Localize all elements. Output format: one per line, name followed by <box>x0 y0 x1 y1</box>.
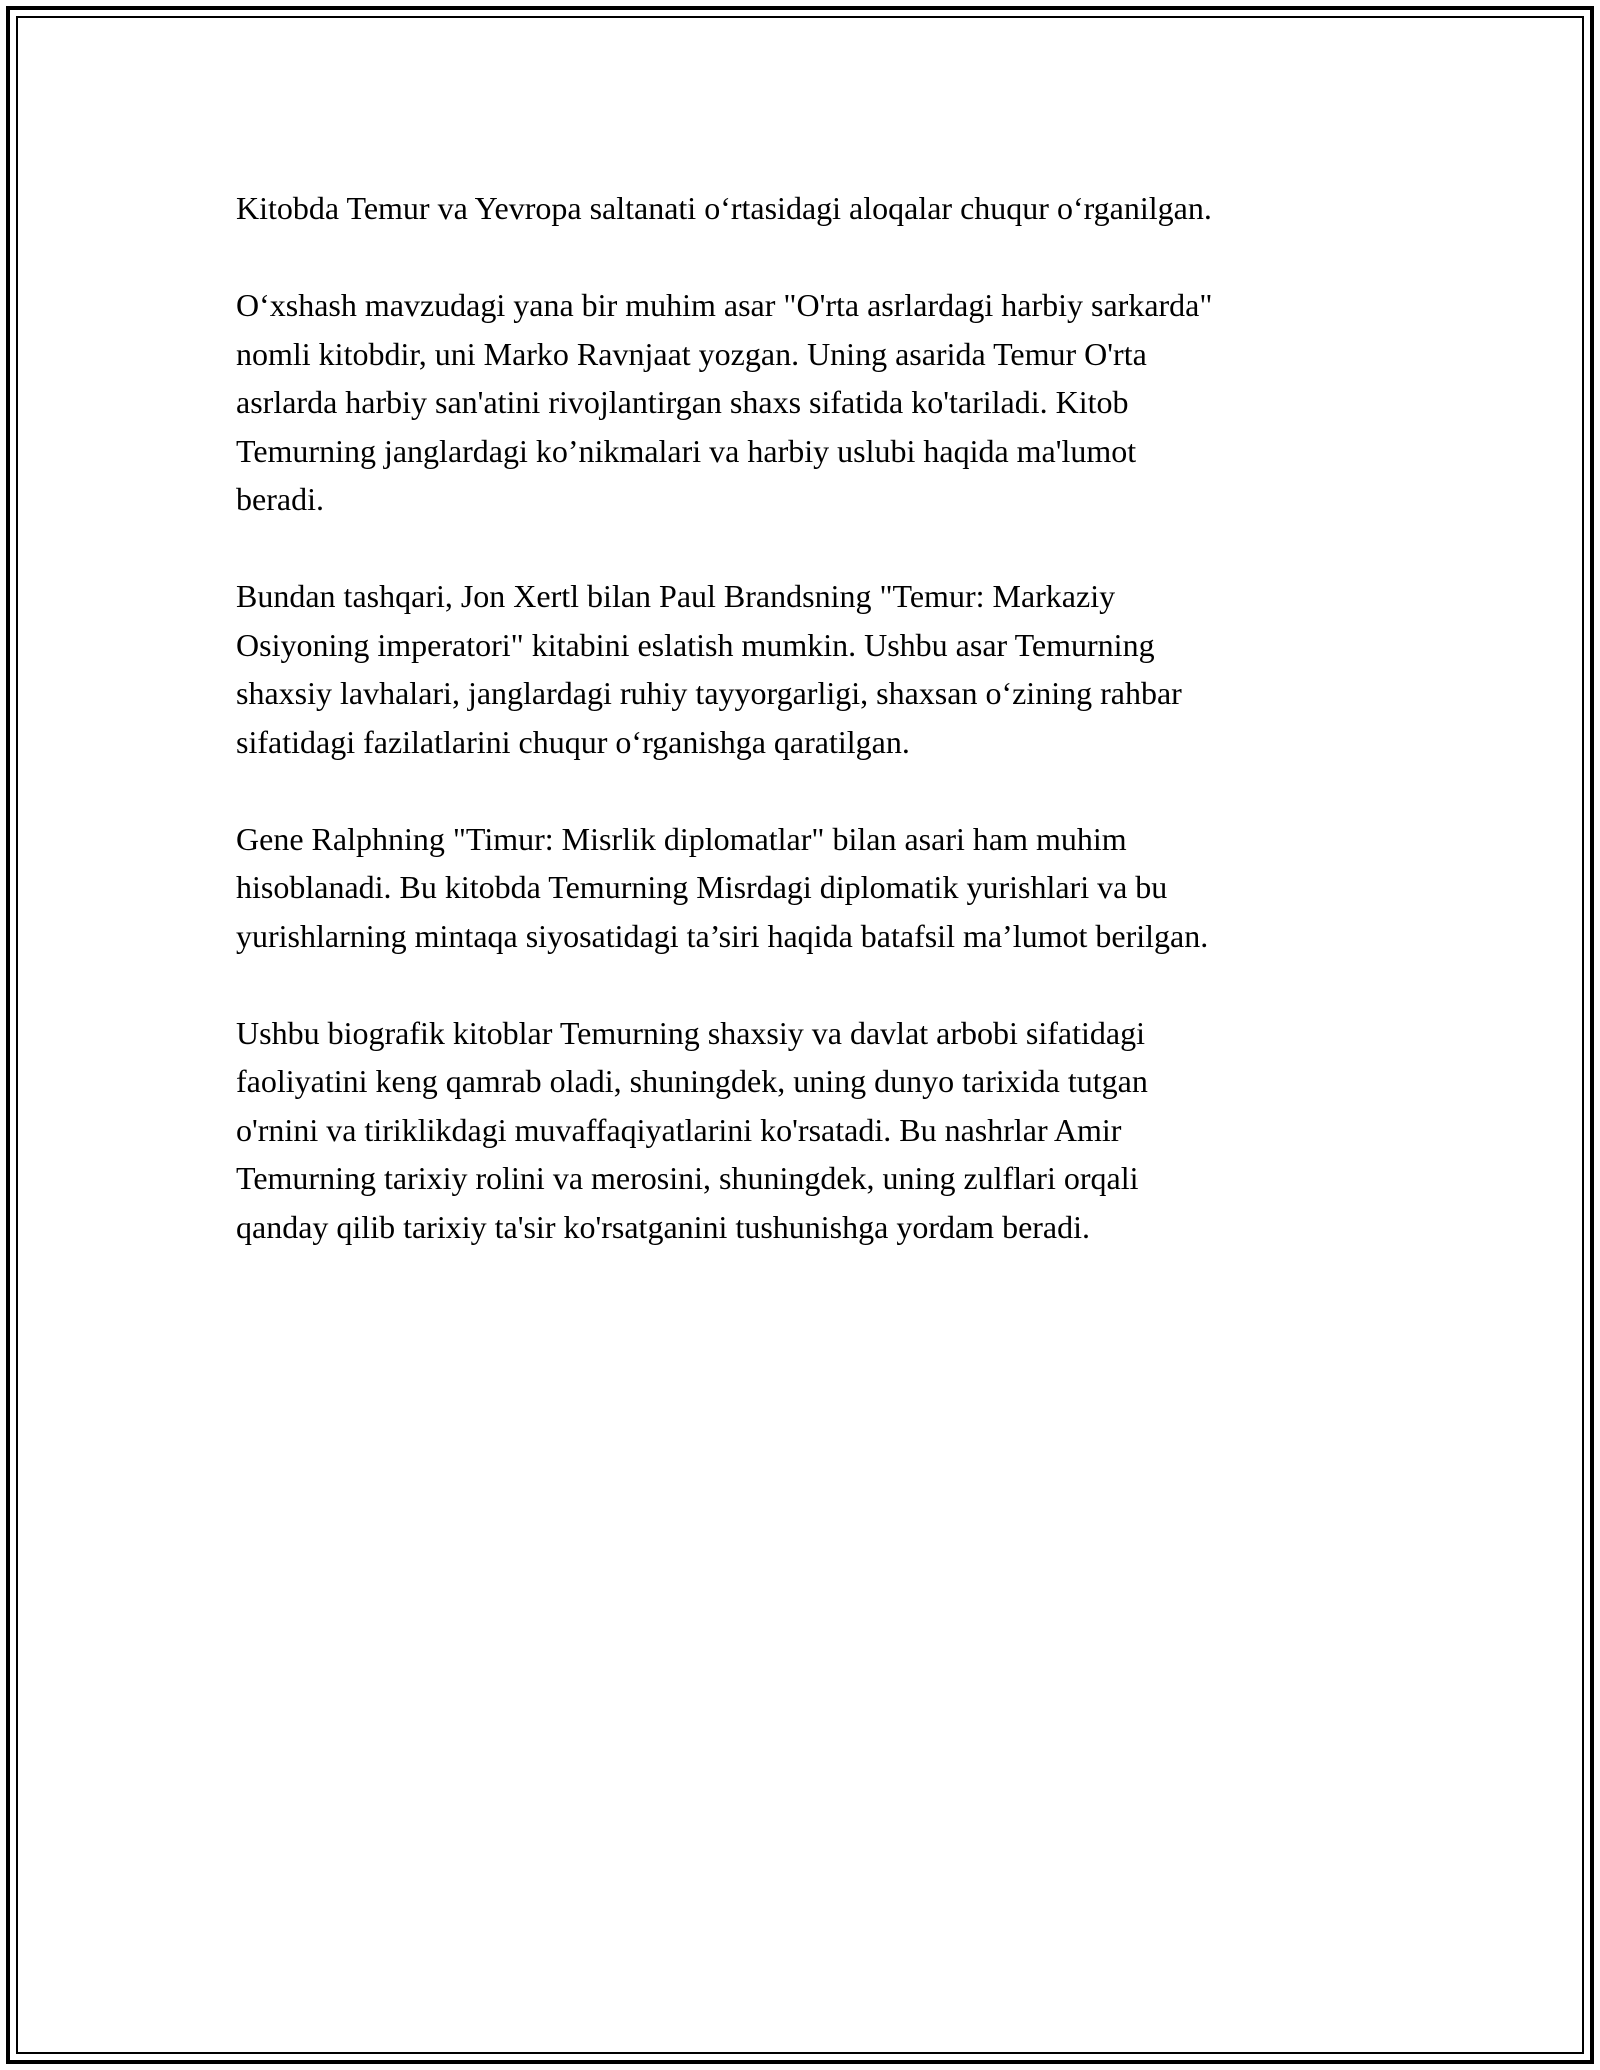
text-line: O‘xshash mavzudagi yana bir muhim asar "O'rta asrlardagi harbiy sarkarda" <box>236 287 1213 323</box>
text-line: nomli kitobdir, uni Marko Ravnjaat yozgan. Uning asarida Temur O'rta <box>236 335 1147 372</box>
text-line: Ushbu biografik kitoblar Temurning shaxsiy va davlat arbobi sifatidagi <box>236 1014 1145 1051</box>
paragraph-3 <box>236 572 1396 766</box>
text-line: beradi. <box>236 481 324 517</box>
text-line: Osiyoning imperatori" kitabini eslatish mumkin. Ushbu asar Temurning <box>236 626 1155 663</box>
text-line: o'rnini va tiriklikdagi muvaffaqiyatlarini ko'rsatadi. Bu nashrlar Amir <box>236 1111 1122 1148</box>
text-line: faoliyatini keng qamrab oladi, shuningdek, uning dunyo tarixida tutgan <box>236 1063 1148 1099</box>
text-line: Bundan tashqari, Jon Xertl bilan Paul Brandsning "Temur: Markaziy <box>236 578 1116 614</box>
text-line: sifatidagi fazilatlarini chuqur o‘rganishga qaratilgan. <box>236 723 910 760</box>
text-line: hisoblanadi. Bu kitobda Temurning Misrdagi diplomatik yurishlari va bu <box>236 869 1168 905</box>
document-body <box>236 184 1396 1300</box>
paragraph-2 <box>236 281 1396 524</box>
text-line: Kitobda Temur va Yevropa saltanati o‘rtasidagi aloqalar chuqur o‘rganilgan. <box>236 190 1212 226</box>
text-line: qanday qilib tarixiy ta'sir ko'rsatganini tushunishga yordam beradi. <box>236 1208 1091 1245</box>
text-line: shaxsiy lavhalari, janglardagi ruhiy tayyorgarligi, shaxsan o‘zining rahbar <box>236 675 1182 711</box>
paragraph-5 <box>236 1009 1396 1252</box>
text-line: asrlarda harbiy san'atini rivojlantirgan shaxs sifatida ko'tariladi. Kitob <box>236 384 1129 420</box>
text-line: Gene Ralphning "Timur: Misrlik diplomatlar" bilan asari ham muhim <box>236 820 1127 857</box>
paragraph-1 <box>236 184 1396 233</box>
text-line: Temurning tarixiy rolini va merosini, shuningdek, uning zulflari orqali <box>236 1160 1139 1196</box>
text-line: Temurning janglardagi ko’nikmalari va harbiy uslubi haqida ma'lumot <box>236 432 1137 469</box>
paragraph-4 <box>236 815 1396 961</box>
text-line: yurishlarning mintaqa siyosatidagi ta’siri haqida batafsil ma’lumot berilgan. <box>236 917 1209 954</box>
